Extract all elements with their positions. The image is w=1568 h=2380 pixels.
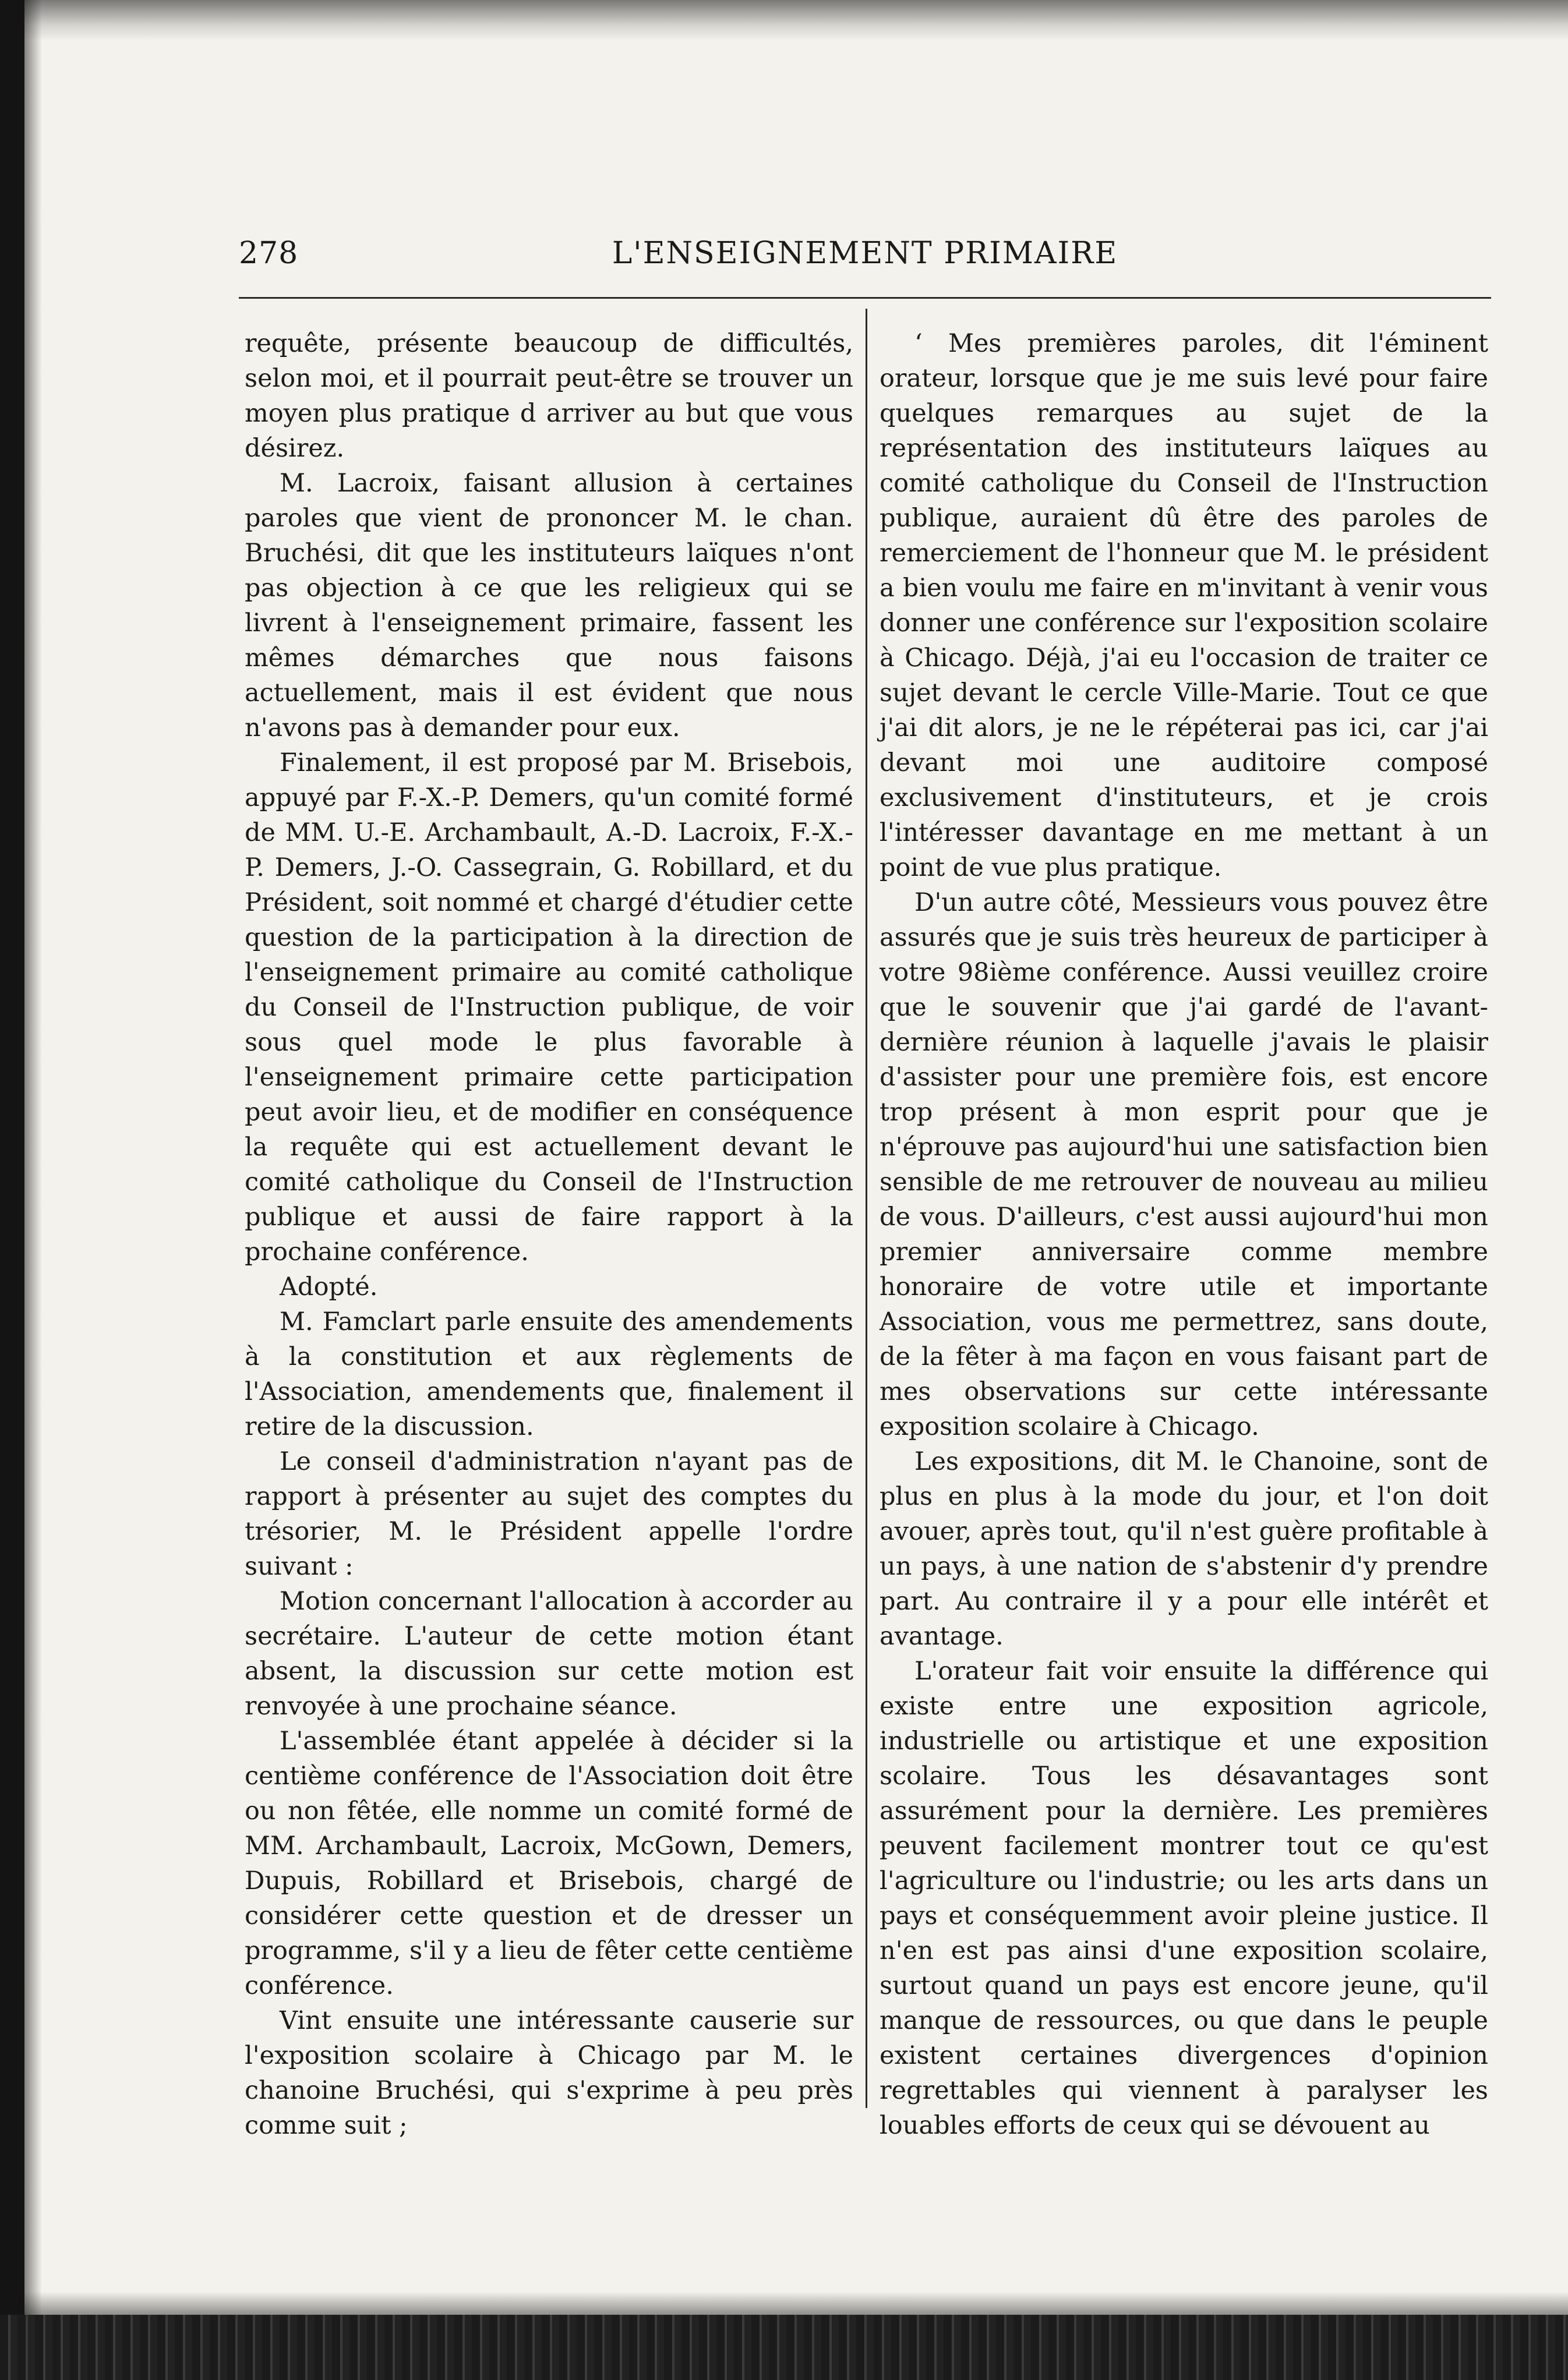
paragraph: Le conseil d'administration n'ayant pas de rapport à présenter au sujet des comptes du trésorier, M. le Président appelle l'ordre suivant : (245, 1447, 853, 1581)
page-number: 278 (239, 236, 299, 271)
header-rule (239, 297, 1491, 299)
left-column (245, 326, 853, 2143)
paragraph: ‘ Mes premières paroles, dit l'éminent orateur, lorsque que je me suis levé pour faire quelques remarques au sujet de la représentation des instituteurs laïques au comité catholique du Conseil de l'Instruction publique, auraient dû être des paroles de remerciement de l'honneur que M. le président a bien voulu me faire en m'invitant à venir vous donner une conférence sur l'exposition scolaire à Chicago. Déjà, j'ai eu l'occasion de traiter ce sujet devant le cercle Ville-Marie. Tout ce que j'ai dit alors, je ne le répéterai pas ici, car j'ai devant moi une auditoire composé exclusivement d'instituteurs, et je crois l'intéresser davantage en me mettant à un point de vue plus pratique. (880, 329, 1488, 882)
column-divider (866, 309, 867, 2108)
scan-shadow-bottom-fade (0, 2291, 1568, 2315)
scan-shadow-left-fade (24, 0, 42, 2380)
page-header (239, 230, 1491, 277)
paragraph: requête, présente beaucoup de difficultés, selon moi, et il pourrait peut-être se trouver un moyen plus pratique d arriver au but que vous désirez. (245, 329, 853, 463)
paragraph: D'un autre côté, Messieurs vous pouvez être assurés que je suis très heureux de participer à votre 98ième conférence. Aussi veuillez croire que le souvenir que j'ai gardé de l'avant-dernière réunion à laquelle j'avais le plaisir d'assister pour une première fois, est encore trop présent à mon esprit pour que je n'éprouve pas aujourd'hui une satisfaction bien sensible de me retrouver de nouveau au milieu de vous. D'ailleurs, c'est aussi aujourd'hui mon premier anniversaire comme membre honoraire de votre utile et importante Association, vous me permettrez, sans doute, de la fêter à ma façon en vous faisant part de mes observations sur cette intéressante exposition scolaire à Chicago. (880, 888, 1488, 1441)
right-column (880, 326, 1488, 2143)
running-title: L'ENSEIGNEMENT PRIMAIRE (612, 236, 1118, 271)
scan-shadow-top (0, 0, 1568, 41)
paragraph: Finalement, il est proposé par M. Brisebois, appuyé par F.-X.-P. Demers, qu'un comité formé de MM. U.-E. Archambault, A.-D. Lacroix, F.-X.-P. Demers, J.-O. Cassegrain, G. Robillard, et du Président, soit nommé et chargé d'étudier cette question de la participation à la direction de l'enseignement primaire au comité catholique du Conseil de l'Instruction publique, de voir sous quel mode le plus favorable à l'enseignement primaire cette participation peut avoir lieu, et de modifier en conséquence la requête qui est actuellement devant le comité catholique du Conseil de l'Instruction publique et aussi de faire rapport à la prochaine conférence. (245, 748, 853, 1267)
paragraph: M. Lacroix, faisant allusion à certaines paroles que vient de prononcer M. le chan. Bruchési, dit que les instituteurs laïques n'ont pas objection à ce que les religieux qui se livrent à l'enseignement primaire, fassent les mêmes démarches que nous faisons actuellement, mais il est évident que nous n'avons pas à demander pour eux. (245, 469, 853, 742)
scan-shadow-bottom (0, 2315, 1568, 2380)
paragraph: M. Famclart parle ensuite des amendements à la constitution et aux règlements de l'Association, amendements que, finalement il retire de la discussion. (245, 1307, 853, 1441)
paragraph: Vint ensuite une intéressante causerie sur l'exposition scolaire à Chicago par M. le chanoine Bruchési, qui s'exprime à peu près comme suit ; (245, 2006, 853, 2140)
paragraph: Adopté. (280, 1272, 378, 1302)
paragraph: L'assemblée étant appelée à décider si la centième conférence de l'Association doit être ou non fêtée, elle nomme un comité formé de MM. Archambault, Lacroix, McGown, Demers, Dupuis, Robillard et Brisebois, chargé de considérer cette question et de dresser un programme, s'il y a lieu de fêter cette centième conférence. (245, 1727, 853, 2000)
scan-shadow-left (0, 0, 24, 2380)
paragraph: L'orateur fait voir ensuite la différence qui existe entre une exposition agricole, industrielle ou artistique et une exposition scolaire. Tous les désavantages sont assurément pour la dernière. Les premières peuvent facilement montrer tout ce qu'est l'agriculture ou l'industrie; ou les arts dans un pays et conséquemment avoir pleine justice. Il n'en est pas ainsi d'une exposition scolaire, surtout quand un pays est encore jeune, qu'il manque de ressources, ou que dans le peuple existent certaines divergences d'opinion regrettables qui viennent à paralyser les louables efforts de ceux qui se dévouent au (880, 1657, 1488, 2140)
paragraph: Les expositions, dit M. le Chanoine, sont de plus en plus à la mode du jour, et l'on doit avouer, après tout, qu'il n'est guère profitable à un pays, à une nation de s'abstenir d'y prendre part. Au contraire il y a pour elle intérêt et avantage. (880, 1447, 1488, 1651)
paragraph: Motion concernant l'allocation à accorder au secrétaire. L'auteur de cette motion étant absent, la discussion sur cette motion est renvoyée à une prochaine séance. (245, 1587, 853, 1721)
